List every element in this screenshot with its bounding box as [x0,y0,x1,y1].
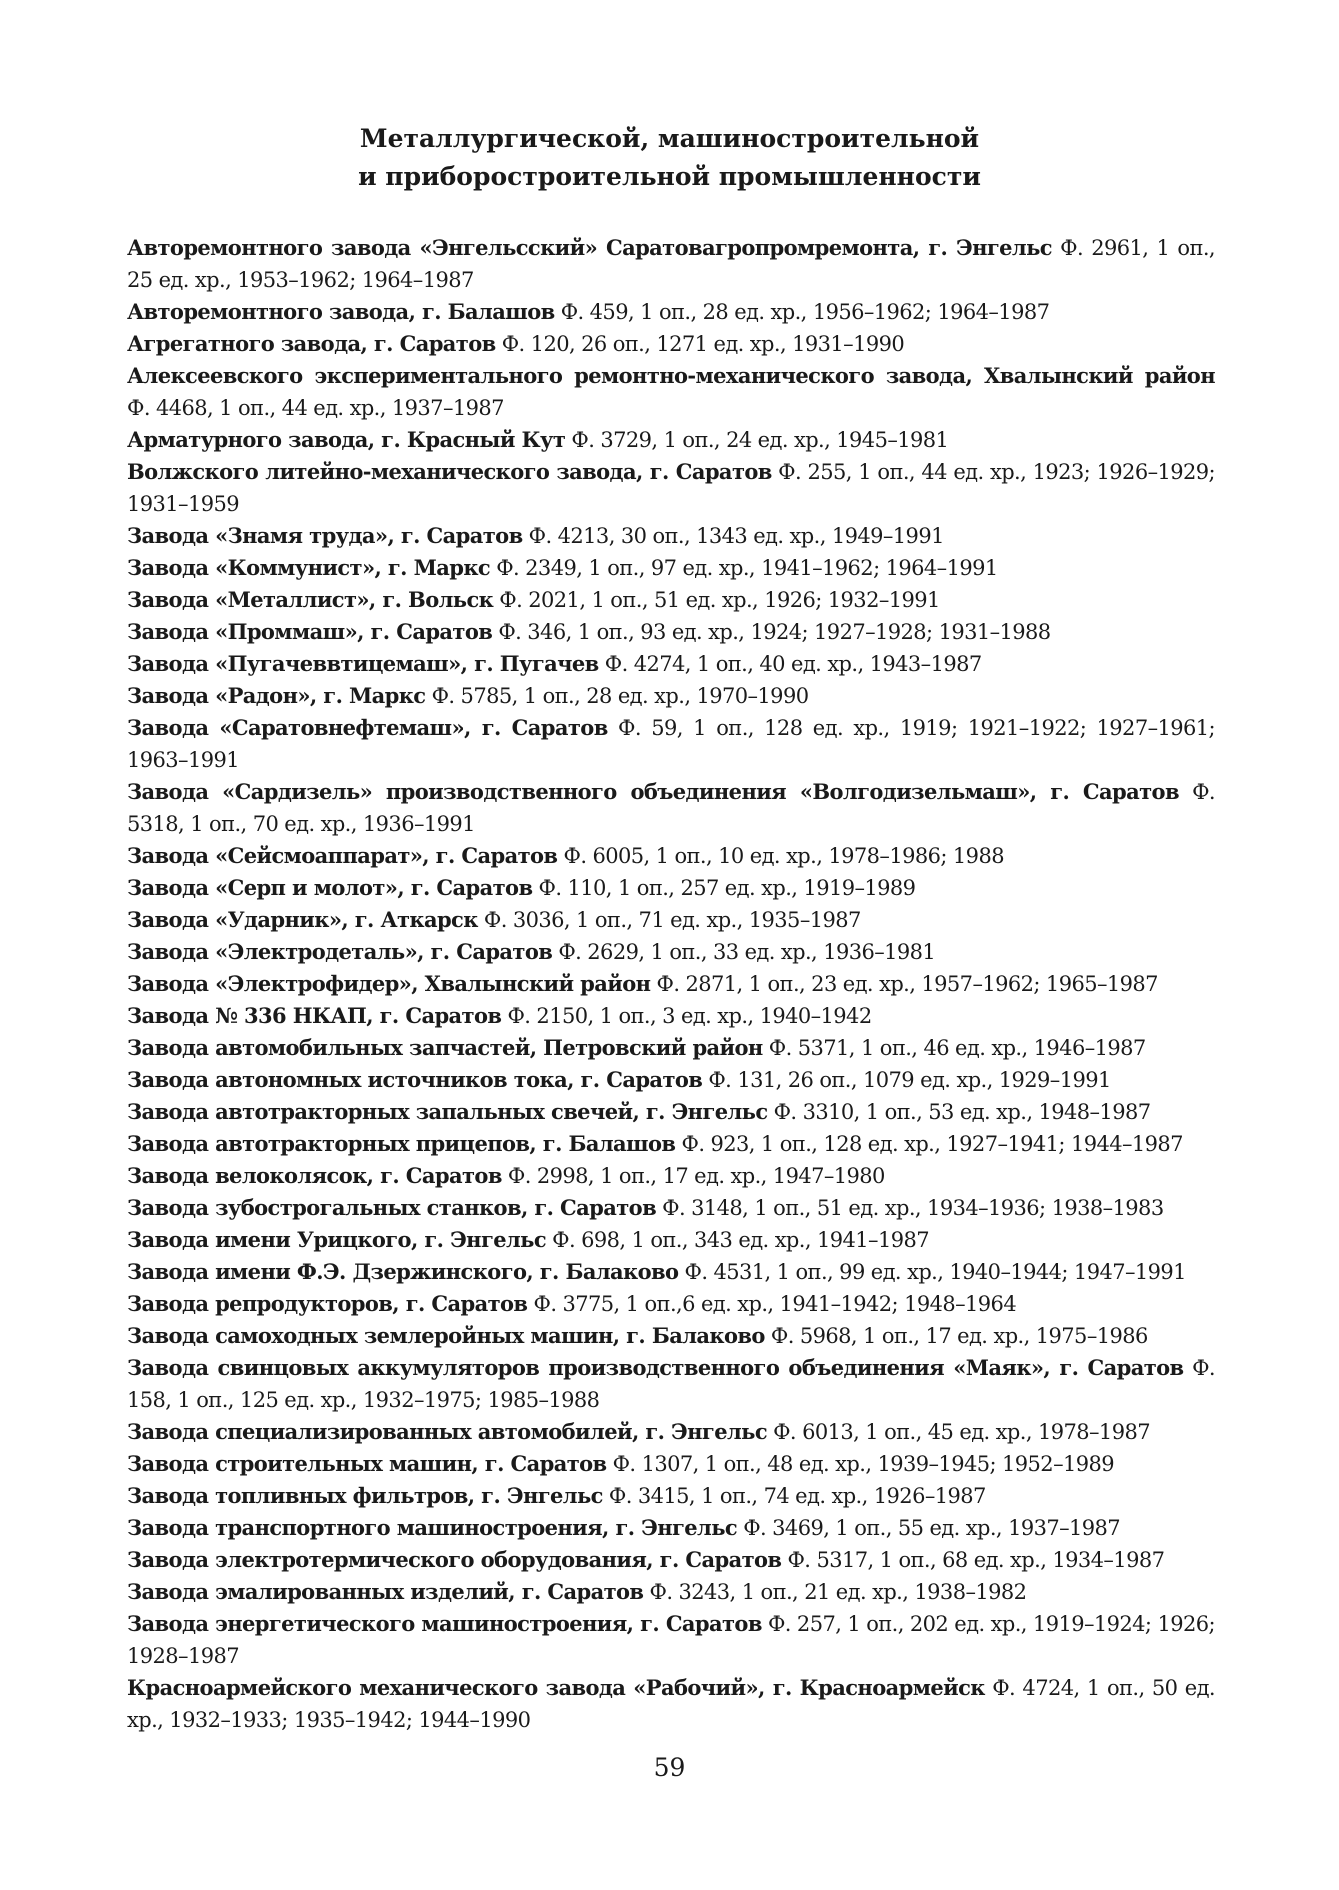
fund-entry [127,1320,1215,1352]
fund-entry-organization: Завода строительных машин, г. Саратов [127,1451,607,1476]
fund-entry-organization: Завода «Электродеталь», г. Саратов [127,939,553,964]
fund-entry [127,936,1215,968]
fund-entry-details: Ф. 6013, 1 оп., 45 ед. хр., 1978–1987 [773,1420,1150,1444]
fund-entry-details: Ф. 3036, 1 оп., 71 ед. хр., 1935–1987 [483,908,861,932]
fund-entry-organization: Завода «Проммаш», г. Саратов [127,619,493,644]
fund-entry-details: Ф. 5318, 1 оп., 70 ед. хр., 1936–1991 [127,780,1215,836]
fund-entry-organization: Завода «Ударник», г. Аткарск [127,907,478,932]
fund-entry-organization: Завода «Саратовнефтемаш», г. Саратов [127,715,608,740]
fund-entry [127,904,1215,936]
fund-entry-details: Ф. 255, 1 оп., 44 ед. хр., 1923; 1926–1929; 1931–1959 [127,460,1215,516]
fund-entry [127,456,1215,520]
fund-entry-organization: Завода репродукторов, г. Саратов [127,1291,528,1316]
fund-entry-organization: Завода специализированных автомобилей, г. Энгельс [127,1419,768,1444]
fund-entry-organization: Завода зубострогальных станков, г. Саратов [127,1195,657,1220]
fund-entry-organization: Завода велоколясок, г. Саратов [127,1163,502,1188]
fund-entry [127,1128,1215,1160]
fund-entry-details: Ф. 4468, 1 оп., 44 ед. хр., 1937–1987 [127,396,504,420]
fund-entry [127,1224,1215,1256]
fund-entry [127,840,1215,872]
fund-entry-details: Ф. 459, 1 оп., 28 ед. хр., 1956–1962; 1964–1987 [560,300,1050,324]
fund-entry [127,648,1215,680]
fund-entry [127,712,1215,776]
page-number: 59 [653,1753,686,1782]
fund-entry-organization: Завода топливных фильтров, г. Энгельс [127,1483,603,1508]
fund-entry-organization: Завода электротермического оборудования, г. Саратов [127,1547,782,1572]
fund-entry-details: Ф. 4274, 1 оп., 40 ед. хр., 1943–1987 [604,652,982,676]
fund-entry [127,552,1215,584]
fund-entry-organization: Волжского литейно-механического завода, г. Саратов [127,459,772,484]
archive-fund-list [127,232,1215,1736]
fund-entry [127,776,1215,840]
fund-entry-organization: Завода имени Ф.Э. Дзержинского, г. Балаково [127,1259,679,1284]
fund-entry [127,1096,1215,1128]
fund-entry-details: Ф. 2961, 1 оп., 25 ед. хр., 1953–1962; 1964–1987 [127,236,1216,292]
fund-entry-organization: Арматурного завода, г. Красный Кут [127,427,566,452]
fund-entry-organization: Агрегатного завода, г. Саратов [127,331,496,356]
fund-entry-details: Ф. 698, 1 оп., 343 ед. хр., 1941–1987 [552,1228,929,1252]
fund-entry-organization: Завода № 336 НКАП, г. Саратов [127,1003,502,1028]
fund-entry-details: Ф. 5785, 1 оп., 28 ед. хр., 1970–1990 [431,684,809,708]
fund-entry-details: Ф. 158, 1 оп., 125 ед. хр., 1932–1975; 1985–1988 [127,1356,1215,1412]
fund-entry [127,968,1215,1000]
fund-entry [127,1352,1215,1416]
fund-entry-organization: Завода «Серп и молот», г. Саратов [127,875,533,900]
fund-entry-details: Ф. 5371, 1 оп., 46 ед. хр., 1946–1987 [768,1036,1146,1060]
fund-entry-details: Ф. 2871, 1 оп., 23 ед. хр., 1957–1962; 1965–1987 [656,972,1158,996]
fund-entry [127,1672,1215,1736]
fund-entry-organization: Завода автономных источников тока, г. Саратов [127,1067,703,1092]
fund-entry-details: Ф. 3775, 1 оп.,6 ед. хр., 1941–1942; 1948–1964 [533,1292,1017,1316]
fund-entry-details: Ф. 110, 1 оп., 257 ед. хр., 1919–1989 [538,876,916,900]
fund-entry [127,424,1215,456]
fund-entry [127,584,1215,616]
fund-entry [127,296,1215,328]
fund-entry-organization: Авторемонтного завода «Энгельсский» Саратовагропромремонта, г. Энгельс [127,235,1052,260]
fund-entry-details: Ф. 3148, 1 оп., 51 ед. хр., 1934–1936; 1938–1983 [662,1196,1164,1220]
fund-entry-details: Ф. 3469, 1 оп., 55 ед. хр., 1937–1987 [743,1516,1121,1540]
fund-entry-details: Ф. 4531, 1 оп., 99 ед. хр., 1940–1944; 1947–1991 [684,1260,1186,1284]
fund-entry-organization: Завода «Металлист», г. Вольск [127,587,494,612]
fund-entry-details: Ф. 5968, 1 оп., 17 ед. хр., 1975–1986 [770,1324,1148,1348]
fund-entry-details: Ф. 2629, 1 оп., 33 ед. хр., 1936–1981 [558,940,936,964]
fund-entry-organization: Завода «Сейсмоаппарат», г. Саратов [127,843,558,868]
fund-entry [127,1448,1215,1480]
fund-entry-details: Ф. 5317, 1 оп., 68 ед. хр., 1934–1987 [787,1548,1165,1572]
fund-entry-details: Ф. 3729, 1 оп., 24 ед. хр., 1945–1981 [571,428,949,452]
fund-entry-details: Ф. 2021, 1 оп., 51 ед. хр., 1926; 1932–1991 [499,588,940,612]
section-heading-line-1: Металлургической, машиностроительной [359,124,980,153]
fund-entry [127,680,1215,712]
fund-entry-details: Ф. 1307, 1 оп., 48 ед. хр., 1939–1945; 1952–1989 [612,1452,1115,1476]
fund-entry [127,1608,1215,1672]
fund-entry [127,1512,1215,1544]
fund-entry-organization: Завода автотракторных запальных свечей, г. Энгельс [127,1099,768,1124]
fund-entry-organization: Завода имени Урицкого, г. Энгельс [127,1227,547,1252]
fund-entry [127,1480,1215,1512]
fund-entry-details: Ф. 257, 1 оп., 202 ед. хр., 1919–1924; 1926; 1928–1987 [127,1612,1216,1668]
fund-entry-organization: Завода энергетического машиностроения, г. Саратов [127,1611,762,1636]
fund-entry-organization: Завода автотракторных прицепов, г. Балашов [127,1131,676,1156]
fund-entry-details: Ф. 3310, 1 оп., 53 ед. хр., 1948–1987 [773,1100,1151,1124]
fund-entry [127,232,1215,296]
fund-entry-organization: Завода «Сардизель» производственного объединения «Волгодизельмаш», г. Саратов [127,779,1179,804]
section-heading [0,120,1339,196]
fund-entry-details: Ф. 131, 26 оп., 1079 ед. хр., 1929–1991 [708,1068,1111,1092]
fund-entry-details: Ф. 346, 1 оп., 93 ед. хр., 1924; 1927–1928; 1931–1988 [498,620,1051,644]
fund-entry-details: Ф. 923, 1 оп., 128 ед. хр., 1927–1941; 1944–1987 [681,1132,1183,1156]
fund-entry-details: Ф. 4724, 1 оп., 50 ед. хр., 1932–1933; 1935–1942; 1944–1990 [127,1676,1216,1732]
section-heading-line-2: и приборостроительной промышленности [358,162,981,191]
fund-entry-organization: Завода «Электрофидер», Хвалынский район [127,971,651,996]
fund-entry-organization: Завода автомобильных запчастей, Петровский район [127,1035,763,1060]
fund-entry [127,328,1215,360]
fund-entry [127,1192,1215,1224]
fund-entry [127,520,1215,552]
fund-entry-organization: Завода «Коммунист», г. Маркс [127,555,491,580]
fund-entry-organization: Завода «Пугачеввтицемаш», г. Пугачев [127,651,599,676]
fund-entry-organization: Алексеевского экспериментального ремонтно-механического завода, Хвалынский район [127,363,1215,388]
fund-entry [127,1288,1215,1320]
fund-entry [127,1032,1215,1064]
fund-entry-organization: Завода транспортного машиностроения, г. Энгельс [127,1515,738,1540]
fund-entry-organization: Авторемонтного завода, г. Балашов [127,299,555,324]
fund-entry [127,616,1215,648]
fund-entry-details: Ф. 4213, 30 оп., 1343 ед. хр., 1949–1991 [528,524,944,548]
fund-entry [127,1256,1215,1288]
fund-entry-details: Ф. 59, 1 оп., 128 ед. хр., 1919; 1921–1922; 1927–1961; 1963–1991 [127,716,1215,772]
fund-entry-organization: Завода самоходных землеройных машин, г. Балаково [127,1323,765,1348]
fund-entry [127,872,1215,904]
fund-entry-details: Ф. 2998, 1 оп., 17 ед. хр., 1947–1980 [507,1164,885,1188]
fund-entry-organization: Завода свинцовых аккумуляторов производственного объединения «Маяк», г. Саратов [127,1355,1184,1380]
fund-entry-organization: Завода «Знамя труда», г. Саратов [127,523,523,548]
fund-entry-details: Ф. 120, 26 оп., 1271 ед. хр., 1931–1990 [501,332,905,356]
fund-entry-organization: Красноармейского механического завода «Рабочий», г. Красноармейск [127,1675,985,1700]
fund-entry-details: Ф. 2150, 1 оп., 3 ед. хр., 1940–1942 [507,1004,872,1028]
fund-entry [127,1576,1215,1608]
fund-entry [127,1000,1215,1032]
fund-entry-details: Ф. 3415, 1 оп., 74 ед. хр., 1926–1987 [608,1484,986,1508]
fund-entry [127,1160,1215,1192]
fund-entry-details: Ф. 6005, 1 оп., 10 ед. хр., 1978–1986; 1988 [563,844,1004,868]
fund-entry-organization: Завода «Радон», г. Маркс [127,683,426,708]
fund-entry [127,1544,1215,1576]
fund-entry-details: Ф. 3243, 1 оп., 21 ед. хр., 1938–1982 [649,1580,1027,1604]
fund-entry [127,1064,1215,1096]
fund-entry [127,1416,1215,1448]
fund-entry [127,360,1215,424]
fund-entry-organization: Завода эмалированных изделий, г. Саратов [127,1579,644,1604]
fund-entry-details: Ф. 2349, 1 оп., 97 ед. хр., 1941–1962; 1964–1991 [496,556,998,580]
